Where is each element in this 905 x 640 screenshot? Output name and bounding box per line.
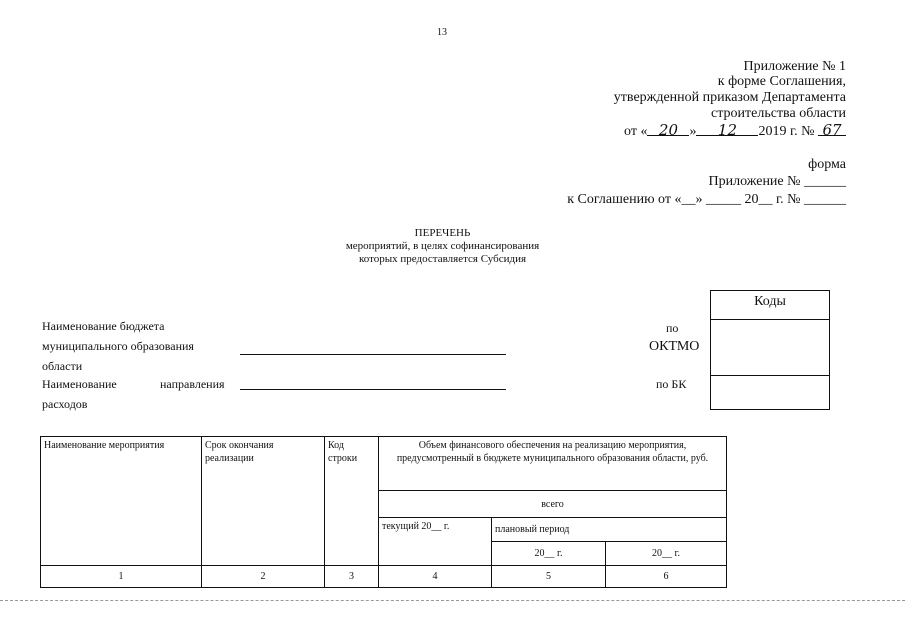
- appendix-date-line: [624, 121, 846, 141]
- oktmo-code-cell: [711, 320, 829, 376]
- direction-fill-line: [240, 389, 506, 390]
- direction-label-2: расходов: [42, 397, 88, 411]
- date-number-handwritten: 67: [818, 121, 846, 136]
- col-header-planned-period: плановый период: [492, 518, 727, 542]
- col-number-2: 2: [202, 566, 325, 588]
- col-number-1: 1: [41, 566, 202, 588]
- date-month-handwritten: 12: [696, 121, 758, 136]
- codes-box: [710, 290, 830, 410]
- direction-label-word1: Наименование: [42, 377, 117, 391]
- col-header-year-2: 20__ г.: [606, 542, 727, 566]
- po-bk-label: по БК: [656, 377, 687, 391]
- codes-header: Коды: [711, 291, 829, 320]
- col-header-name: Наименование мероприятия: [41, 437, 202, 566]
- col-header-funding: Объем финансового обеспечения на реализацию мероприятия, предусмотренный в бюджете муниципального образования области, руб.: [379, 437, 727, 491]
- form-agreement-line: к Соглашению от «__» _____ 20__ г. № ______: [567, 192, 846, 207]
- date-year: 2019 г. №: [758, 124, 815, 139]
- appendix-title: Приложение № 1: [743, 59, 846, 74]
- col-header-code: Код строки: [325, 437, 379, 566]
- scan-edge-artifact: [0, 600, 905, 602]
- date-day-handwritten: 20: [647, 121, 689, 136]
- col-header-deadline: Срок окончания реализации: [202, 437, 325, 566]
- form-label: форма: [808, 157, 846, 172]
- col-header-current-year: текущий 20__ г.: [379, 518, 492, 566]
- budget-label-1: Наименование бюджета: [42, 319, 165, 333]
- col-number-3: 3: [325, 566, 379, 588]
- col-header-total: всего: [379, 491, 727, 518]
- po-label: по: [666, 321, 679, 335]
- budget-label-3: области: [42, 359, 83, 373]
- budget-label-2: муниципального образования: [42, 339, 194, 353]
- measures-table: [40, 436, 727, 588]
- direction-label-word2: направления: [160, 377, 225, 391]
- col-number-5: 5: [492, 566, 606, 588]
- col-header-year-1: 20__ г.: [492, 542, 606, 566]
- date-mid: »: [689, 124, 697, 139]
- date-prefix: от «: [624, 124, 648, 139]
- document-subtitle-2: которых предоставляется Субсидия: [358, 253, 527, 265]
- appendix-approved: утвержденной приказом Департамента: [613, 90, 846, 105]
- appendix-subtitle: к форме Соглашения,: [717, 74, 846, 89]
- col-number-4: 4: [379, 566, 492, 588]
- page-number: 13: [437, 27, 447, 38]
- appendix-department: строительства области: [711, 106, 846, 121]
- oktmo-label: ОКТМО: [649, 339, 700, 354]
- form-appendix-line: Приложение № ______: [708, 174, 846, 189]
- document-title: ПЕРЕЧЕНЬ: [414, 227, 471, 239]
- col-number-6: 6: [606, 566, 727, 588]
- document-subtitle-1: мероприятий, в целях софинансирования: [345, 240, 540, 252]
- budget-fill-line: [240, 354, 506, 355]
